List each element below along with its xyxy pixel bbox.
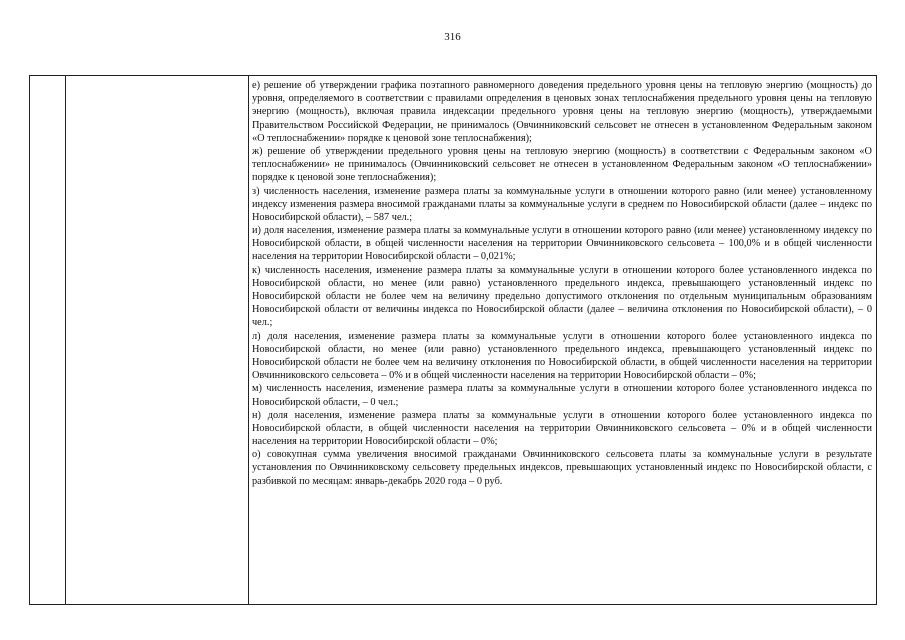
paragraph-z: з) численность населения, изменение размера платы за коммунальные услуги в отношении которого равно (или менее) установленному индексу изменения размера вносимой гражданами платы за коммунальные услуги в среднем по Новосибирской области (далее – индекс по Новосибирской области), – 587 чел.; bbox=[252, 185, 872, 223]
table-column-name bbox=[66, 76, 249, 604]
paragraph-zh: ж) решение об утверждении предельного уровня цены на тепловую энергию (мощность) в соответствии с Федеральным законом «О теплоснабжении» не принималось (Овчинниковский сельсовет не отнесен в установленном Федеральным законом «О теплоснабжении» порядке к ценовой зоне теплоснабжения); bbox=[252, 145, 872, 184]
page-number: 316 bbox=[444, 31, 461, 43]
document-table bbox=[29, 75, 877, 605]
paragraph-m: м) численность населения, изменение размера платы за коммунальные услуги в отношении которого более установленного индекса по Новосибирской области, – 0 чел.; bbox=[252, 383, 872, 408]
table-column-number bbox=[30, 76, 66, 604]
paragraph-e: е) решение об утверждении графика поэтапного равномерного доведения предельного уровня цены на тепловую энергию (мощность) до уровня, определяемого в соответствии с правилами определения в ценовых зонах теплоснабжения предельного уровня цены на тепловую энергию (мощность), включая правила индексации предельного уровня цены на тепловую энергию (мощность), утверждаемыми Правительством Российской Федерации, не принималось (Овчинниковский сельсовет не отнесен в установленном Федеральным законом «О теплоснабжении» порядке к ценовой зоне теплоснабжения); bbox=[252, 80, 872, 144]
table-column-description bbox=[252, 79, 872, 488]
paragraph-l: л) доля населения, изменение размера платы за коммунальные услуги в отношении которого более установленного индекса по Новосибирской области, но менее (или равно) установленного предельного индекса, превышающего установленный индекс по Новосибирской области не более чем на величину отклонения по Новосибирской области, в общей численности населения на территории Овчинниковского сельсовета – 0% и в общей численности населения на территории Новосибирской области – 0%; bbox=[252, 330, 872, 382]
paragraph-n: н) доля населения, изменение размера платы за коммунальные услуги в отношении которого более установленного индекса по Новосибирской области, в общей численности населения на территории Овчинниковского сельсовета – 0% и в общей численности населения на территории Новосибирской области – 0%; bbox=[252, 409, 872, 448]
paragraph-o: о) совокупная сумма увеличения вносимой гражданами Овчинниковского сельсовета платы за коммунальные услуги в результате установления по Овчинниковскому сельсовету предельных индексов, превышающих установленный индекс по Новосибирской области, с разбивкой по месяцам: январь-декабрь 2020 года – 0 руб. bbox=[252, 449, 872, 487]
paragraph-i: и) доля населения, изменение размера платы за коммунальные услуги в отношении которого равно (или менее) установленному индексу по Новосибирской области, в общей численности населения на территории Овчинниковского сельсовета – 100,0% и в общей численности населения на территории Новосибирской области – 0,021%; bbox=[252, 225, 872, 263]
paragraph-k: к) численность населения, изменение размера платы за коммунальные услуги в отношении которого более установленного индекса по Новосибирской области, но менее (или равно) установленного предельного индекса, превышающего установленный индекс по Новосибирской области не более чем на величину предельно допустимого отклонения по отдельным муниципальным образованиям Новосибирской области от величины индекса по Новосибирской области (далее – величина отклонения по Новосибирской области), – 0 чел.; bbox=[252, 264, 872, 329]
